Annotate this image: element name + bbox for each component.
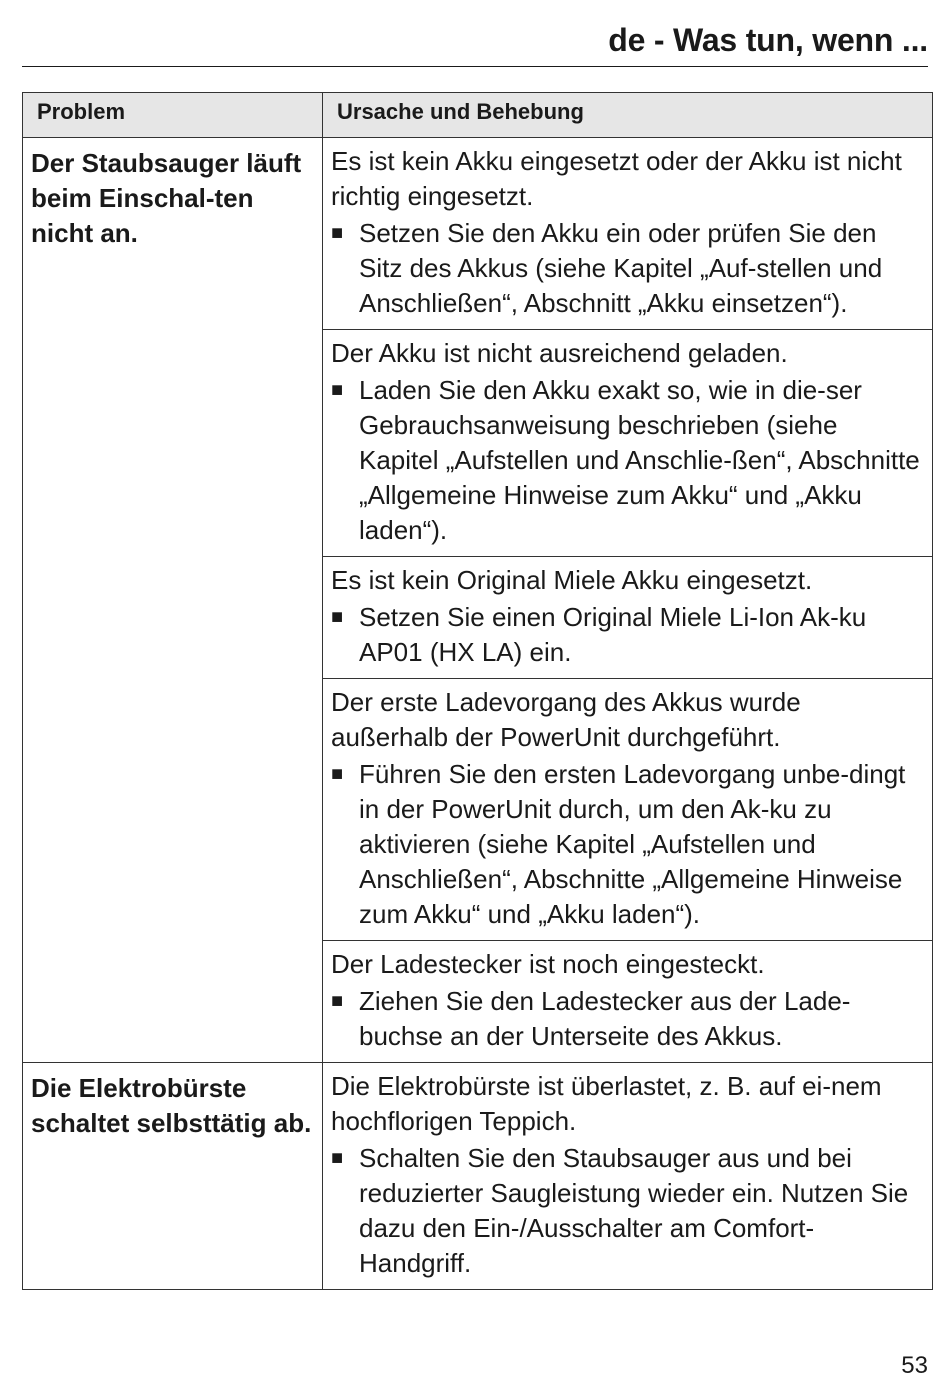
table-row bbox=[23, 1063, 933, 1290]
cause-cell bbox=[323, 679, 933, 941]
square-bullet-icon: ■ bbox=[331, 606, 344, 628]
column-header-problem: Problem bbox=[23, 93, 323, 138]
cause-text: Die Elektrobürste ist überlastet, z. B. auf ei-nem hochflorigen Teppich. bbox=[331, 1071, 882, 1136]
action-text: Setzen Sie den Akku ein oder prüfen Sie den Sitz des Akkus (siehe Kapitel „Auf-stellen und Anschließen“, Abschnitt „Akku einsetzen“). bbox=[359, 218, 883, 318]
action-item bbox=[331, 984, 924, 1054]
action-text: Führen Sie den ersten Ladevorgang unbe-dingt in der PowerUnit durch, um den Ak-ku zu aktivieren (siehe Kapitel „Aufstellen und Anschließen“, Abschnitte „Allgemeine Hinweise zum Akku“ und „Akku laden“). bbox=[359, 759, 906, 929]
action-item bbox=[331, 1141, 924, 1281]
cause-cell bbox=[323, 330, 933, 557]
cause-text: Der erste Ladevorgang des Akkus wurde außerhalb der PowerUnit durchgeführt. bbox=[331, 687, 801, 752]
square-bullet-icon: ■ bbox=[331, 990, 344, 1012]
cause-cell bbox=[323, 138, 933, 330]
column-header-cause: Ursache und Behebung bbox=[323, 93, 933, 138]
action-item bbox=[331, 757, 924, 932]
square-bullet-icon: ■ bbox=[331, 379, 344, 401]
cause-text: Es ist kein Original Miele Akku eingesetzt. bbox=[331, 565, 813, 595]
problem-cell: Der Staubsauger läuft beim Einschal-ten nicht an. bbox=[23, 138, 323, 1063]
action-text: Setzen Sie einen Original Miele Li-Ion Ak-ku AP01 (HX LA) ein. bbox=[359, 602, 867, 667]
action-item bbox=[331, 373, 924, 548]
table-header-row bbox=[23, 93, 933, 138]
square-bullet-icon: ■ bbox=[331, 1147, 344, 1169]
action-text: Laden Sie den Akku exakt so, wie in die-ser Gebrauchsanweisung beschrieben (siehe Kapitel „Aufstellen und Anschlie-ßen“, Abschnitte „Allgemeine Hinweise zum Akku“ und „Akku laden“). bbox=[359, 375, 920, 545]
cause-cell bbox=[323, 1063, 933, 1290]
cause-cell bbox=[323, 557, 933, 679]
table-row bbox=[23, 138, 933, 330]
cause-text: Der Ladestecker ist noch eingesteckt. bbox=[331, 949, 765, 979]
page-number: 53 bbox=[901, 1352, 928, 1379]
page-title: de - Was tun, wenn ... bbox=[608, 22, 928, 58]
action-text: Schalten Sie den Staubsauger aus und bei reduzierter Saugleistung wieder ein. Nutzen Sie dazu den Ein-/Ausschalter am Comfort-Handgriff. bbox=[359, 1143, 909, 1278]
action-item bbox=[331, 600, 924, 670]
action-text: Ziehen Sie den Ladestecker aus der Lade-buchse an der Unterseite des Akkus. bbox=[359, 986, 851, 1051]
square-bullet-icon: ■ bbox=[331, 222, 344, 244]
cause-text: Es ist kein Akku eingesetzt oder der Akku ist nicht richtig eingesetzt. bbox=[331, 146, 902, 211]
cause-text: Der Akku ist nicht ausreichend geladen. bbox=[331, 338, 788, 368]
square-bullet-icon: ■ bbox=[331, 763, 344, 785]
problem-cell: Die Elektrobürste schaltet selbsttätig ab. bbox=[23, 1063, 323, 1290]
cause-cell bbox=[323, 941, 933, 1063]
troubleshooting-table bbox=[22, 92, 933, 1290]
action-item bbox=[331, 216, 924, 321]
title-divider bbox=[22, 66, 928, 67]
